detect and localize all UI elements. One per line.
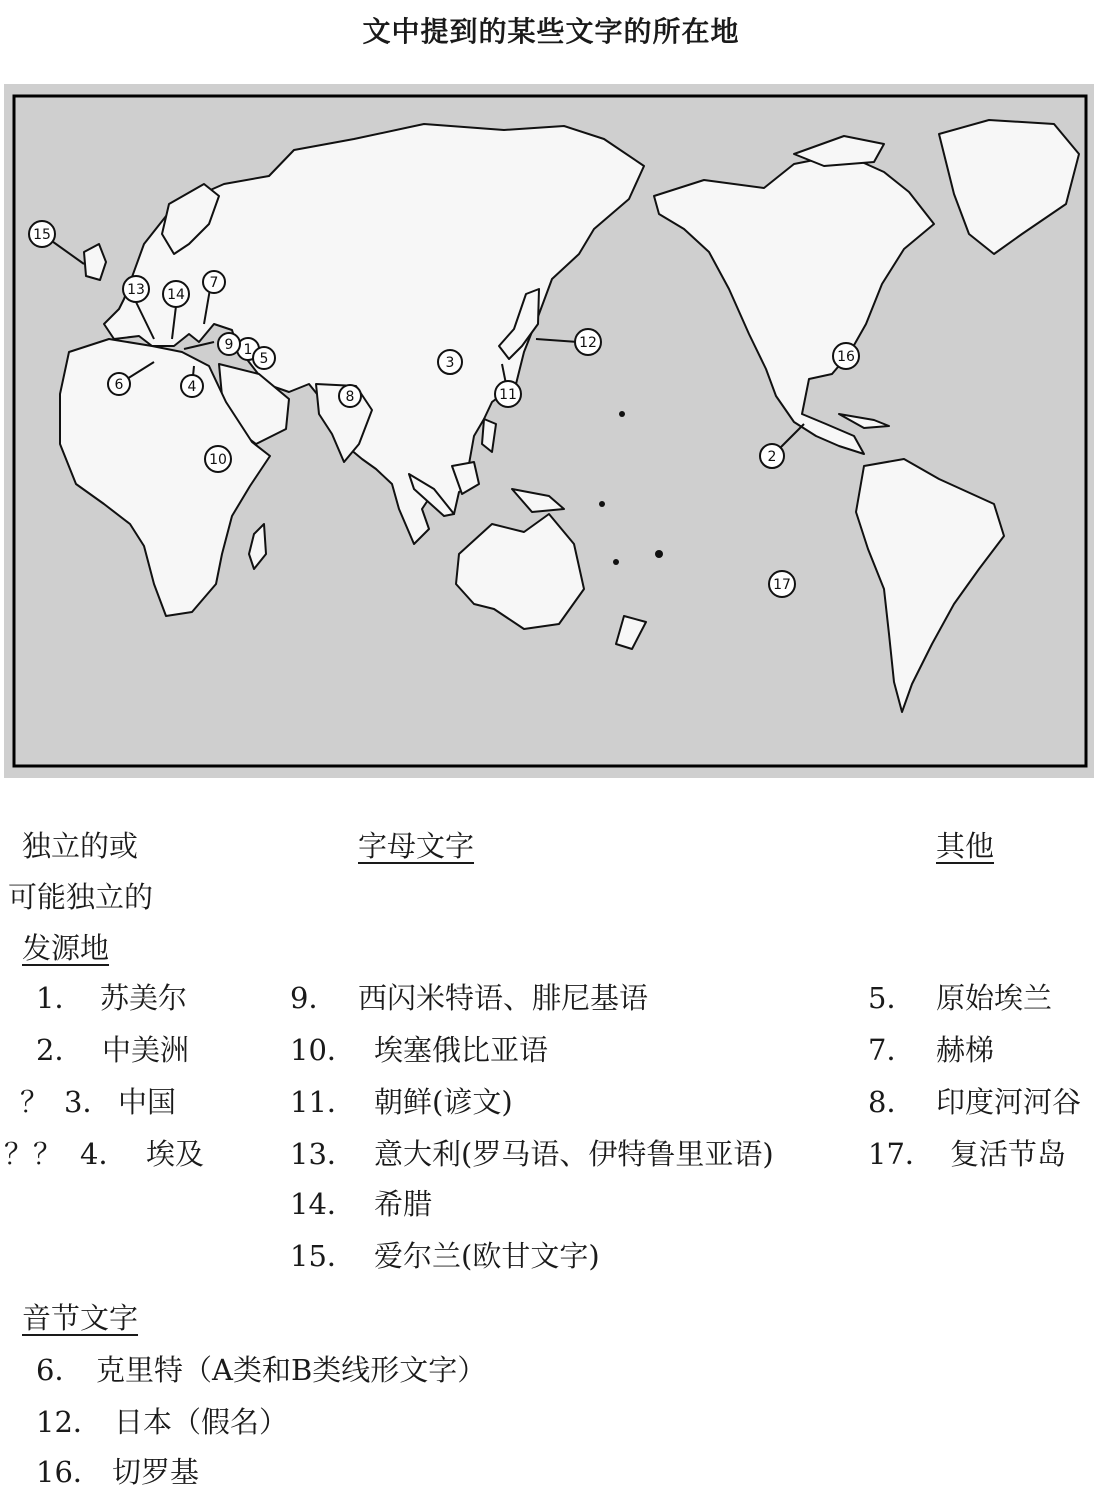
col2-item-1-label: 西闪米特语、腓尼基语 (358, 981, 649, 1015)
syllabic-item-2-label: 日本（假名） (114, 1405, 289, 1439)
marker-5: 5 (259, 351, 269, 367)
col1-item-3-label: 中国 (118, 1085, 177, 1119)
page-title: 文中提到的某些文字的所在地 (362, 15, 740, 48)
marker-10: 10 (209, 452, 227, 468)
col2-item-2-num: 10． (290, 1033, 356, 1067)
marker-12: 12 (579, 335, 597, 351)
marker-4: 4 (187, 379, 197, 395)
col2-item-5-label: 希腊 (374, 1187, 433, 1221)
col2-item-4-num: 13． (290, 1137, 356, 1171)
marker-15: 15 (33, 227, 51, 243)
col1-item-2-label: 中美洲 (102, 1033, 190, 1067)
world-map-svg (4, 84, 1094, 778)
col2-item-3-num: 11． (290, 1085, 356, 1119)
syllabic-item-3-label: 切罗基 (112, 1455, 200, 1489)
col2-item-6-num: 15． (290, 1239, 356, 1273)
col3-heading: 其他 (936, 829, 995, 863)
marker-1: 1 (243, 342, 253, 358)
syllabic-item-1-label: 克里特（A类和B类线形文字） (96, 1353, 487, 1387)
col2-item-2-label: 埃塞俄比亚语 (374, 1033, 549, 1067)
col1-item-3-prefix: ？ (20, 1085, 50, 1119)
marker-9: 9 (224, 337, 234, 353)
col2-item-6-label: 爱尔兰(欧甘文字) (374, 1239, 600, 1273)
col3-item-3-num: 8． (868, 1085, 916, 1119)
col3-item-2-label: 赫梯 (936, 1033, 995, 1067)
col2-item-5-num: 14． (290, 1187, 356, 1221)
col2-item-3-label: 朝鲜(谚文) (374, 1085, 513, 1119)
col1-item-4-num: 4． (80, 1137, 128, 1171)
syllabic-item-3-num: 16． (36, 1455, 102, 1489)
col1-heading-line2: 可能独立的 (8, 880, 154, 914)
marker-3: 3 (445, 355, 455, 371)
marker-7: 7 (209, 275, 219, 291)
col2-heading: 字母文字 (358, 829, 475, 863)
marker-13: 13 (127, 282, 145, 298)
col2-item-4-label: 意大利(罗马语、伊特鲁里亚语) (374, 1137, 774, 1171)
col1-item-4-label: 埃及 (146, 1137, 205, 1171)
col3-item-3-label: 印度河河谷 (936, 1085, 1082, 1119)
marker-6: 6 (114, 377, 124, 393)
syllabic-item-1-num: 6． (36, 1353, 84, 1387)
col1-item-4-prefix: ？？ (4, 1137, 63, 1171)
col1-item-3-num: 3． (64, 1085, 112, 1119)
marker-2: 2 (767, 449, 777, 465)
col1-item-1-num: 1． (36, 981, 84, 1015)
syllabic-heading: 音节文字 (22, 1301, 139, 1335)
col3-item-1-label: 原始埃兰 (936, 981, 1053, 1015)
marker-11: 11 (499, 387, 517, 403)
marker-16: 16 (837, 349, 855, 365)
col2-item-1-num: 9． (290, 981, 338, 1015)
col3-item-2-num: 7． (868, 1033, 916, 1067)
marker-17: 17 (773, 577, 791, 593)
col3-item-1-num: 5． (868, 981, 916, 1015)
col1-item-2-num: 2． (36, 1033, 84, 1067)
col1-item-1-label: 苏美尔 (100, 981, 188, 1015)
syllabic-item-2-num: 12． (36, 1405, 102, 1439)
marker-14: 14 (167, 287, 185, 303)
col3-item-4-num: 17． (868, 1137, 934, 1171)
col1-heading-line3: 发源地 (22, 931, 110, 965)
col1-heading-line1: 独立的或 (22, 829, 139, 863)
world-map (4, 84, 1094, 778)
col3-item-4-label: 复活节岛 (950, 1137, 1067, 1171)
marker-8: 8 (345, 389, 355, 405)
